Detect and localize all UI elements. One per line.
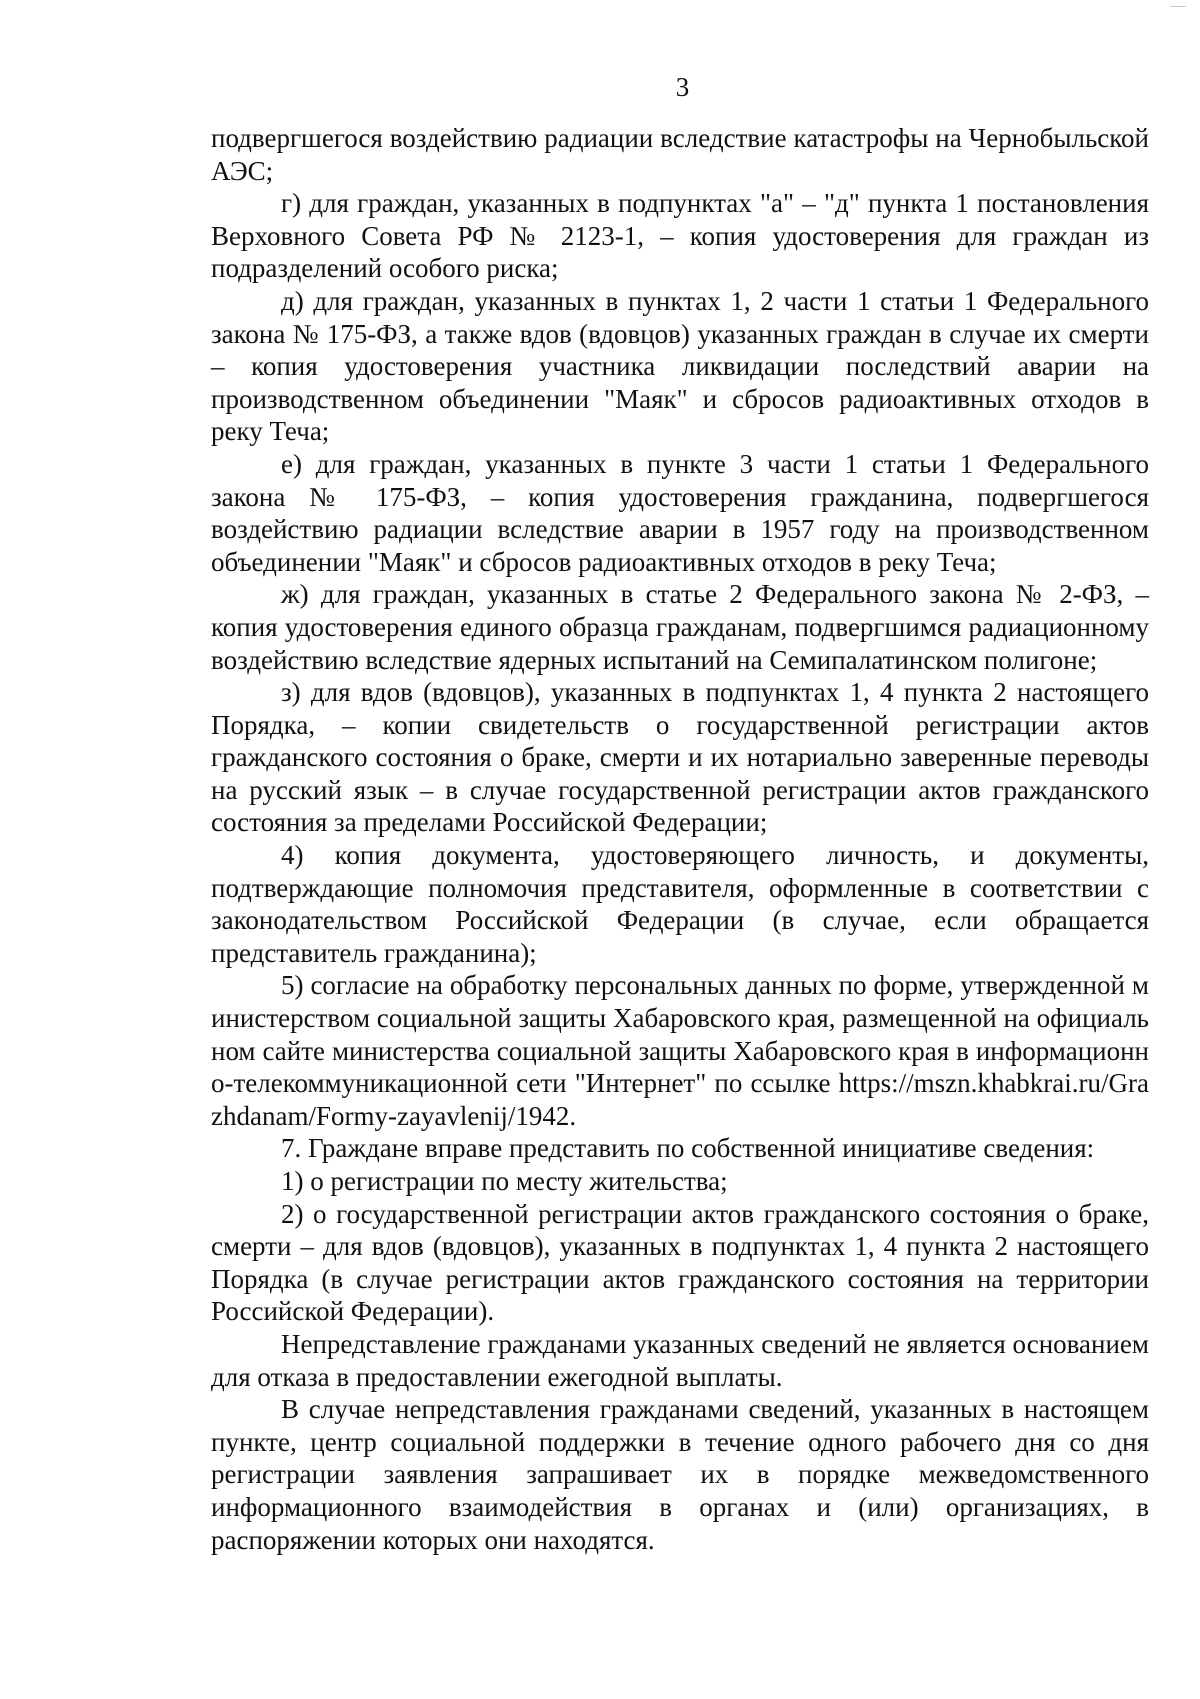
paragraph-item-zh: ж) для граждан, указанных в статье 2 Федерального закона № 2-ФЗ, – копия удостоверения единого образца гражданам, подвергшимся радиационному воздействию вследствие ядерных испытаний на Семипалатинском полигоне; [211,579,1149,675]
paragraph-section-7-item-2: 2) о государственной регистрации актов гражданского состояния о браке, смерти – для вдов (вдовцов), указанных в подпунктах 1, 4 пункта 2 настоящего Порядка (в случае регистрации актов гражданского состояния на территории Российской Федерации). [211,1198,1149,1327]
scan-mark [1170,6,1186,7]
paragraph-nonsubmission: Непредставление гражданами указанных сведений не является основанием для отказа в предоставлении ежегодной выплаты. [211,1328,1149,1392]
paragraph-item-4: 4) копия документа, удостоверяющего личность, и документы, подтверждающие полномочия представителя, оформленные в соответствии с законодательством Российской Федерации (в случае, если обращается представитель гражданина); [211,840,1149,968]
paragraph-item-e: е) для граждан, указанных в пункте 3 части 1 статьи 1 Федерального закона № 175-ФЗ, – копия удостоверения гражданина, подвергшегося воздействию радиации вследствие аварии в 1957 году на производственном объединении "Маяк" и сбросов радиоактивных отходов в реку Теча; [211,448,1149,577]
page-number: 3 [675,72,690,102]
paragraph-item-5: 5) согласие на обработку персональных данных по форме, утвержденной министерством социальной защиты Хабаровского края, размещенной на официальном сайте министерства социальной защиты Хабаровского края в информационно-телекоммуникационной сети "Интернет" по ссылке https://mszn.khabkrai.ru/Grazhdanam/Formy-zayavlenij/1942. [211,970,1149,1131]
paragraph-section-7-item-1: 1) о регистрации по месту жительства; [281,1166,728,1196]
paragraph-item-d: д) для граждан, указанных в пунктах 1, 2 части 1 статьи 1 Федерального закона № 175-ФЗ, а также вдов (вдовцов) указанных граждан в случае их смерти – копия удостоверения участника ликвидации последствий аварии на производственном объединении "Маяк" и сбросов радиоактивных отходов в реку Теча; [211,285,1149,447]
paragraph-section-7: 7. Граждане вправе представить по собственной инициативе сведения: [281,1133,1095,1164]
paragraph-item-g: г) для граждан, указанных в подпунктах "а" – "д" пункта 1 постановления Верховного Совета РФ № 2123-1, – копия удостоверения для граждан из подразделений особого риска; [211,188,1149,284]
document-body [211,122,1149,1556]
paragraph-item-z: з) для вдов (вдовцов), указанных в подпунктах 1, 4 пункта 2 настоящего Порядка, – копии свидетельств о государственной регистрации актов гражданского состояния о браке, смерти и их нотариально заверенные переводы на русский язык – в случае государственной регистрации актов гражданского состояния за пределами Российской Федерации; [211,677,1149,838]
paragraph-interagency-request: В случае непредставления гражданами сведений, указанных в настоящем пункте, центр социальной поддержки в течение одного рабочего дня со дня регистрации заявления запрашивает их в порядке межведомственного информационного взаимодействия в органах и (или) организациях, в распоряжении которых они находятся. [211,1394,1149,1555]
paragraph-continuation: подвергшегося воздействию радиации вследствие катастрофы на Чернобыльской АЭС; [211,123,1149,186]
